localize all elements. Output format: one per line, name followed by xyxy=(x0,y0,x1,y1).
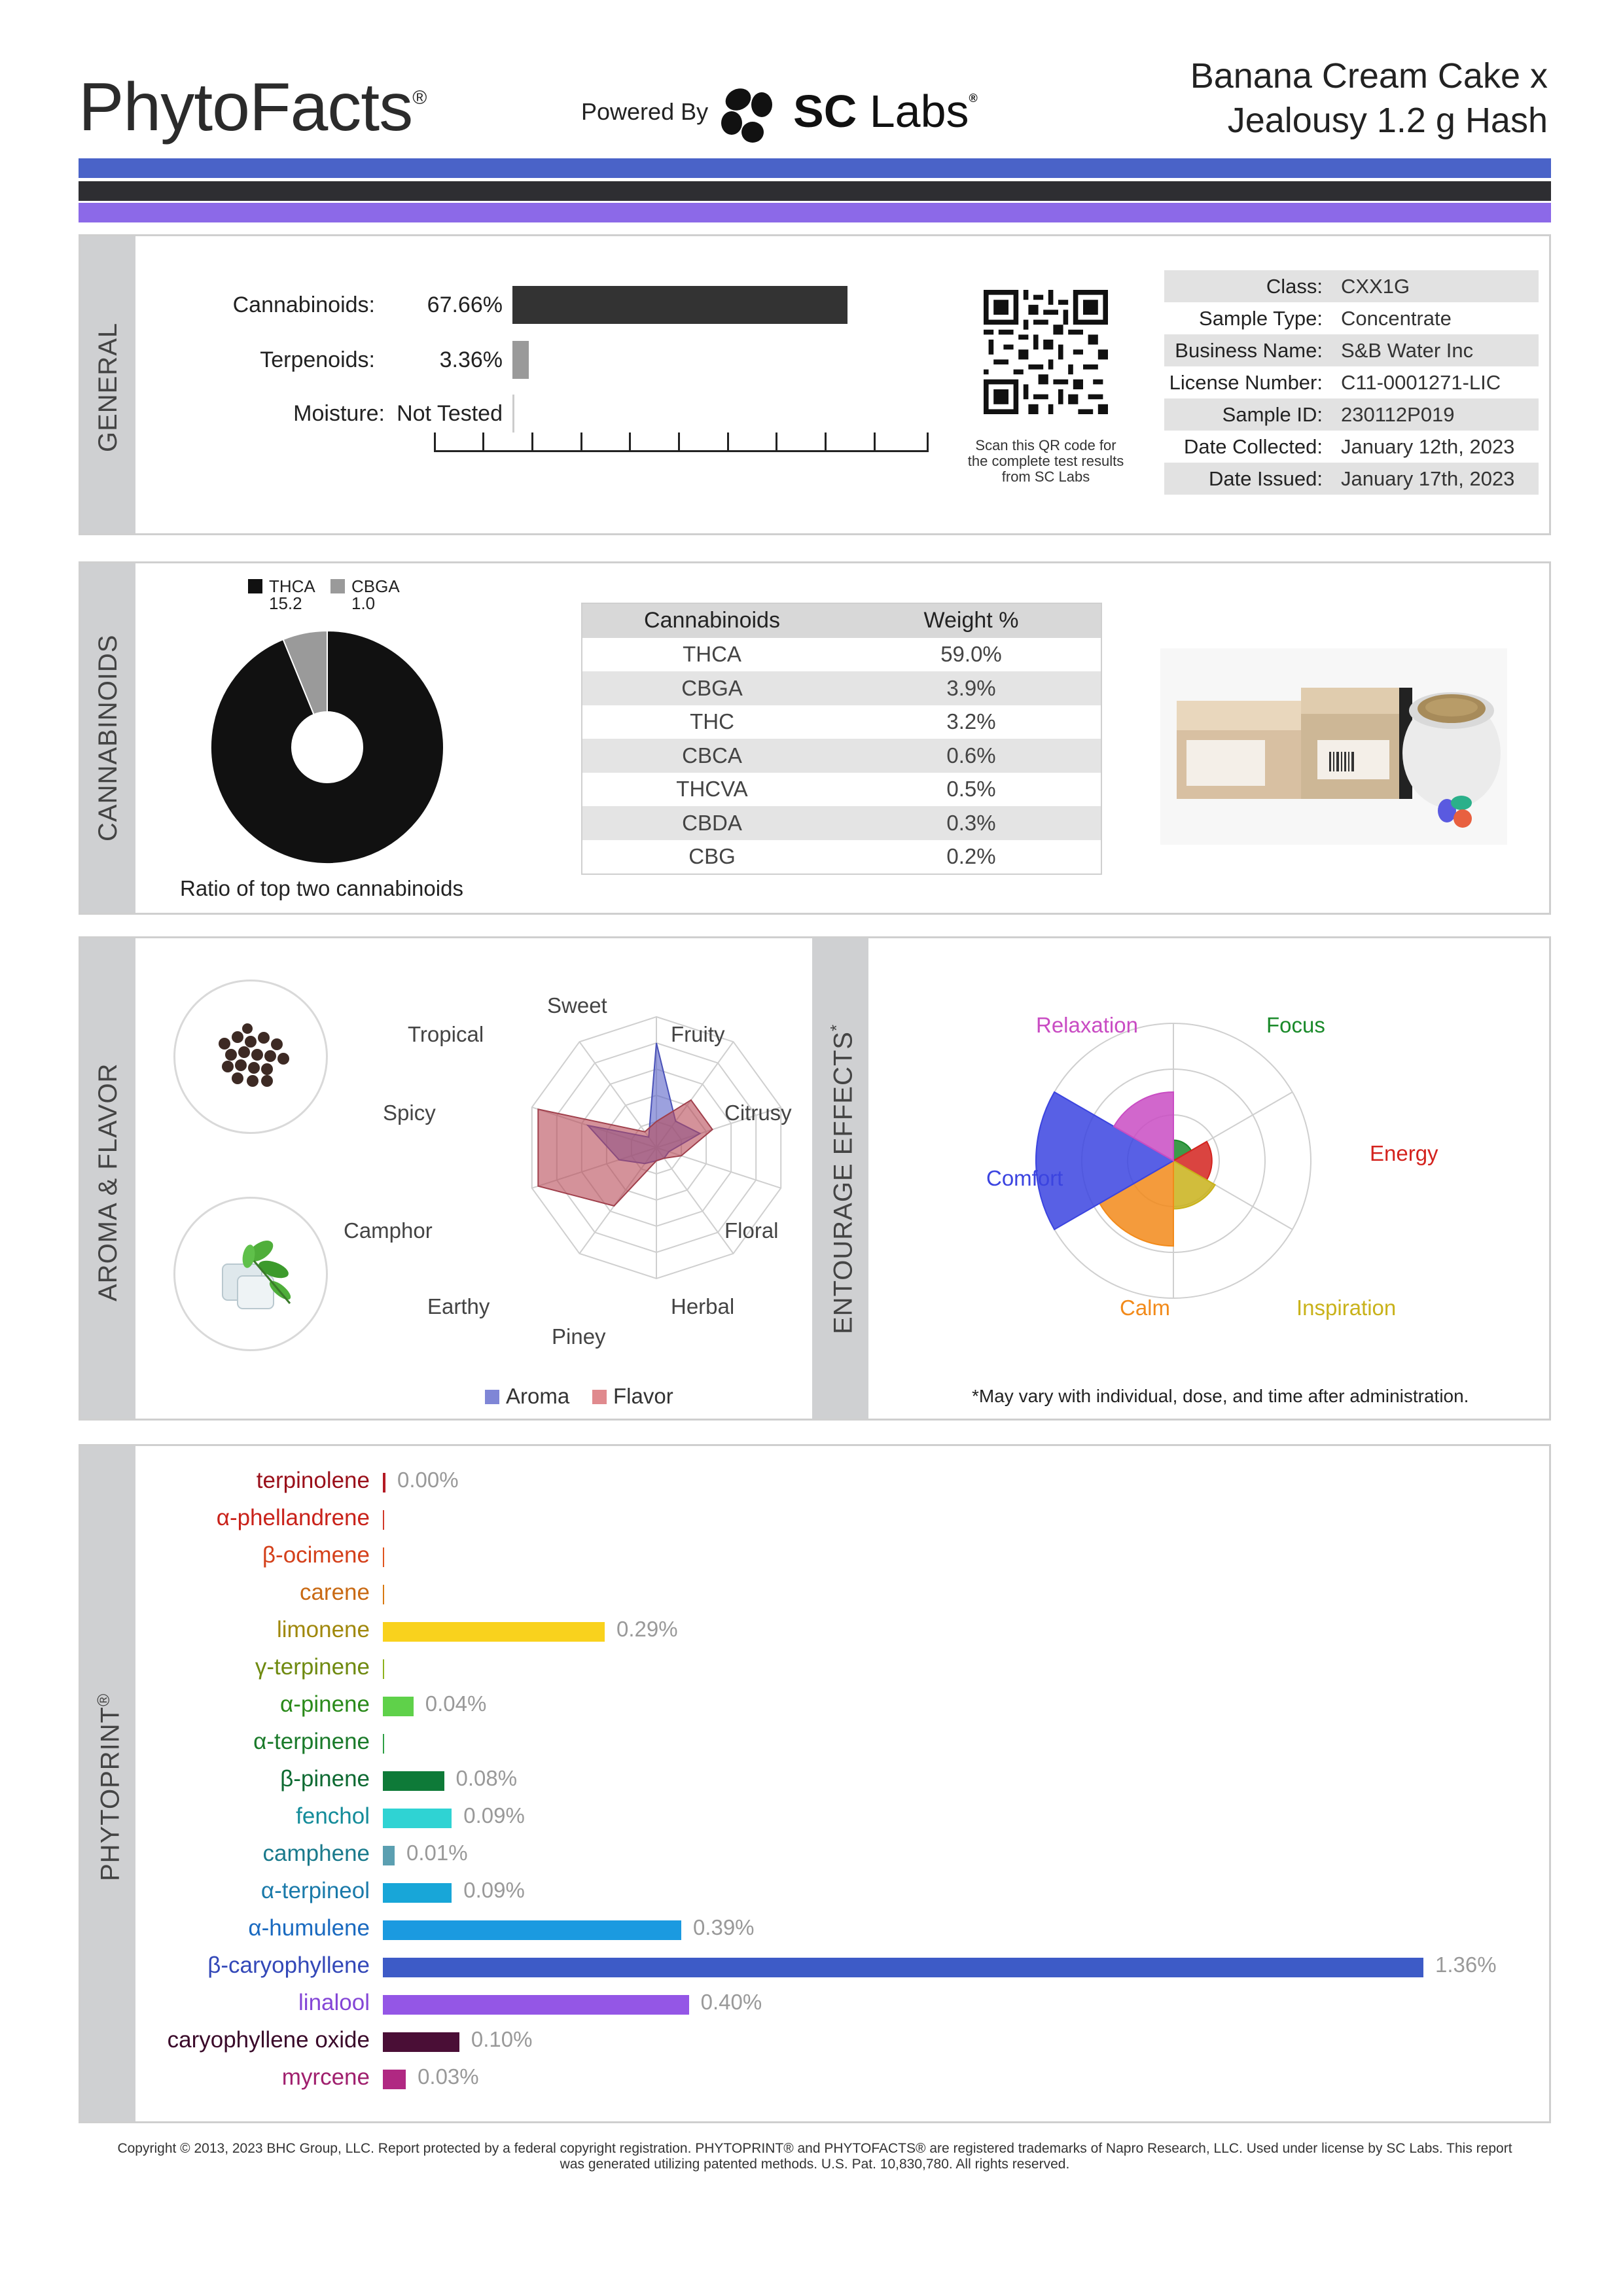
info-row: Date Collected: January 12th, 2023 xyxy=(1184,434,1515,458)
radar-label-sweet: Sweet xyxy=(547,993,607,1017)
peppercorn-icon xyxy=(173,980,328,1134)
info-row: Business Name: S&B Water Inc xyxy=(1164,334,1539,366)
info-row: Sample Type: Concentrate xyxy=(1199,306,1452,330)
info-row: Date Issued: January 17th, 2023 xyxy=(1164,463,1539,495)
terpene-value: 0.10% xyxy=(471,2027,533,2051)
thca-legend-ratio: 15.2 xyxy=(269,593,302,613)
header-stripe-purple xyxy=(79,203,1551,222)
entourage-note: *May vary with individual, dose, and time after administration. xyxy=(972,1386,1469,1406)
terpene-bar xyxy=(383,1809,452,1828)
flavor-legend-swatch xyxy=(592,1390,607,1404)
terpene-bar xyxy=(383,1958,1423,1977)
terpene-name: linalool xyxy=(298,1990,370,2015)
cannabinoid-table-header: Cannabinoids Weight % xyxy=(582,604,1101,638)
table-row: THCA 59.0% xyxy=(683,642,1002,667)
sc-labs-logo-icon xyxy=(719,80,777,145)
aroma-entourage-panel xyxy=(79,936,1551,1421)
effect-label-calm: Calm xyxy=(1120,1296,1171,1320)
thca-legend-swatch xyxy=(248,579,262,593)
thca-legend-label: THCA xyxy=(269,576,315,596)
radar-label-floral: Floral xyxy=(724,1218,779,1243)
info-row: Class: CXX1G xyxy=(1164,270,1539,302)
radar-spoke xyxy=(656,1148,734,1254)
terpene-name: γ-terpinene xyxy=(255,1654,370,1680)
terpene-value: 0.08% xyxy=(455,1766,518,1790)
info-row: License Number: C11-0001271-LIC xyxy=(1169,370,1501,394)
effect-label-inspiration: Inspiration xyxy=(1296,1296,1397,1320)
cannabinoids-side-tab xyxy=(80,563,135,913)
terpene-name: α-phellandrene xyxy=(216,1505,370,1530)
terpene-name: camphene xyxy=(262,1841,370,1866)
product-photo xyxy=(1160,648,1507,845)
terpene-bar xyxy=(383,1510,384,1530)
terpene-bar xyxy=(383,1771,444,1791)
product-title-line2: Jealousy 1.2 g Hash xyxy=(1227,101,1548,140)
table-row: CBGA 3.9% xyxy=(582,671,1101,705)
table-row: CBDA 0.3% xyxy=(582,806,1101,840)
terpene-value: 0.00% xyxy=(397,1468,459,1492)
flavor-legend-label: Flavor xyxy=(613,1384,673,1408)
pie-hole xyxy=(291,711,363,783)
pie-caption: Ratio of top two cannabinoids xyxy=(180,876,463,900)
terpene-value: 0.09% xyxy=(463,1803,525,1828)
effect-label-comfort: Comfort xyxy=(986,1166,1063,1190)
terpene-name: β-ocimene xyxy=(262,1542,370,1568)
terpene-bar xyxy=(383,1920,681,1940)
terpene-value: 0.09% xyxy=(463,1878,525,1902)
radar-label-camphor: Camphor xyxy=(344,1218,433,1243)
terpene-name: α-terpinene xyxy=(253,1729,370,1754)
radar-label-piney: Piney xyxy=(552,1324,606,1349)
terpene-name: α-pinene xyxy=(280,1691,370,1717)
radar-label-tropical: Tropical xyxy=(408,1022,484,1046)
moisture-label: Moisture: xyxy=(293,401,385,426)
terpene-value: 0.29% xyxy=(616,1617,678,1641)
radar-label-citrusy: Citrusy xyxy=(724,1101,792,1125)
cannabinoids-label: Cannabinoids: xyxy=(232,292,375,317)
radar-label-fruity: Fruity xyxy=(671,1022,725,1046)
terpene-bar xyxy=(383,1659,384,1679)
phytoprint-section-label: PHYTOPRINT® xyxy=(94,1693,125,1881)
lab-name: SC Labs® xyxy=(793,86,978,137)
cbga-legend-ratio: 1.0 xyxy=(351,593,376,613)
cannabinoids-section-label: CANNABINOIDS xyxy=(94,634,122,841)
terpene-name: α-humulene xyxy=(248,1915,370,1941)
radar-label-spicy: Spicy xyxy=(383,1101,436,1125)
table-row: CBG 0.2% xyxy=(688,844,996,869)
moisture-value: Not Tested xyxy=(397,401,503,426)
terpenoids-bar xyxy=(512,341,529,379)
general-axis xyxy=(434,433,929,452)
terpene-bar xyxy=(383,1622,605,1642)
terpene-name: β-caryophyllene xyxy=(207,1952,370,1978)
terpene-name: fenchol xyxy=(296,1803,370,1829)
aroma-section-label: AROMA & FLAVOR xyxy=(94,1063,122,1301)
radar-label-herbal: Herbal xyxy=(671,1294,735,1318)
footer-line2: was generated utilizing patented methods. U.S. Pat. 10,830,780. All rights reserved. xyxy=(560,2157,1070,2172)
brand-name: PhytoFacts xyxy=(79,69,413,145)
terpene-name: carene xyxy=(299,1580,370,1605)
footer-copyright xyxy=(79,2141,1551,2172)
cannabinoid-table xyxy=(581,603,1102,875)
sample-info-table xyxy=(1164,270,1539,495)
qr-code-icon[interactable] xyxy=(984,290,1108,414)
terpene-bar xyxy=(383,1473,385,1492)
header-stripe-blue xyxy=(79,158,1551,178)
terpene-name: terpinolene xyxy=(256,1468,370,1493)
terpene-bar xyxy=(383,1734,384,1754)
terpene-name: α-terpineol xyxy=(260,1878,370,1903)
terpene-name: limonene xyxy=(276,1617,370,1642)
cannabinoid-ratio-pie xyxy=(209,629,446,866)
qr-note: Scan this QR code for the complete test results from SC Labs xyxy=(967,437,1124,485)
terpene-bar xyxy=(383,1547,384,1567)
entourage-section-label: ENTOURAGE EFFECTS* xyxy=(827,1023,858,1334)
entourage-side-tab xyxy=(812,938,868,1419)
terpene-name: caryophyllene oxide xyxy=(167,2027,370,2053)
effect-label-energy: Energy xyxy=(1370,1141,1438,1165)
aroma-legend-swatch xyxy=(485,1390,499,1404)
terpene-name: β-pinene xyxy=(280,1766,370,1792)
general-panel xyxy=(79,234,1551,535)
terpene-value: 0.39% xyxy=(692,1915,755,1939)
phytoprint-panel xyxy=(79,1444,1551,2123)
brand-mark: ® xyxy=(412,87,427,109)
terpene-value: 0.01% xyxy=(406,1841,468,1865)
cbga-legend-label: CBGA xyxy=(351,576,400,596)
aroma-legend-label: Aroma xyxy=(506,1384,570,1408)
cannabinoids-value: 67.66% xyxy=(427,292,503,317)
table-row: CBCA 0.6% xyxy=(582,739,1101,773)
footer-line1: Copyright © 2013, 2023 BHC Group, LLC. Report protected by a federal copyright registration. PHYTOPRINT® and PHYTOFACTS® are registered trademarks of Napro Research, LLC. Used under license by SC Labs. This report xyxy=(117,2141,1512,2156)
terpene-bar xyxy=(383,1883,452,1903)
terpene-bar xyxy=(383,1697,414,1716)
info-row: Sample ID: 230112P019 xyxy=(1164,398,1539,431)
cannabinoids-bar xyxy=(512,286,847,324)
terpene-value: 0.04% xyxy=(425,1691,487,1716)
general-side-tab xyxy=(80,236,135,533)
terpene-bar xyxy=(383,2032,459,2052)
terpene-bar xyxy=(383,1846,395,1865)
cannabinoids-panel xyxy=(79,561,1551,915)
header-stripe-dark xyxy=(79,181,1551,201)
menthol-icon xyxy=(173,1197,328,1351)
terpene-value: 1.36% xyxy=(1435,1952,1497,1977)
terpene-bar xyxy=(383,2070,406,2089)
terpenoids-value: 3.36% xyxy=(439,347,503,372)
effect-label-focus: Focus xyxy=(1266,1013,1325,1037)
effect-label-relaxation: Relaxation xyxy=(1036,1013,1138,1037)
cbga-legend-swatch xyxy=(330,579,345,593)
radar-label-earthy: Earthy xyxy=(427,1294,490,1318)
product-title xyxy=(1090,54,1548,143)
moisture-bar xyxy=(512,395,514,433)
terpenoids-label: Terpenoids: xyxy=(260,347,375,372)
powered-by-label: Powered By xyxy=(581,98,709,125)
terpene-value: 0.40% xyxy=(700,1990,762,2014)
terpene-bar xyxy=(383,1585,384,1604)
general-section-label: GENERAL xyxy=(94,322,122,452)
product-title-line1: Banana Cream Cake x xyxy=(1190,56,1548,96)
terpene-value: 0.03% xyxy=(418,2064,479,2089)
terpene-name: myrcene xyxy=(281,2064,370,2090)
aroma-flavor-radar xyxy=(460,984,827,1311)
table-row: THCVA 0.5% xyxy=(676,777,996,802)
terpene-bar xyxy=(383,1995,689,2015)
brand-logo xyxy=(79,69,426,147)
aroma-side-tab xyxy=(80,938,135,1419)
table-row: THC 3.2% xyxy=(690,709,996,734)
